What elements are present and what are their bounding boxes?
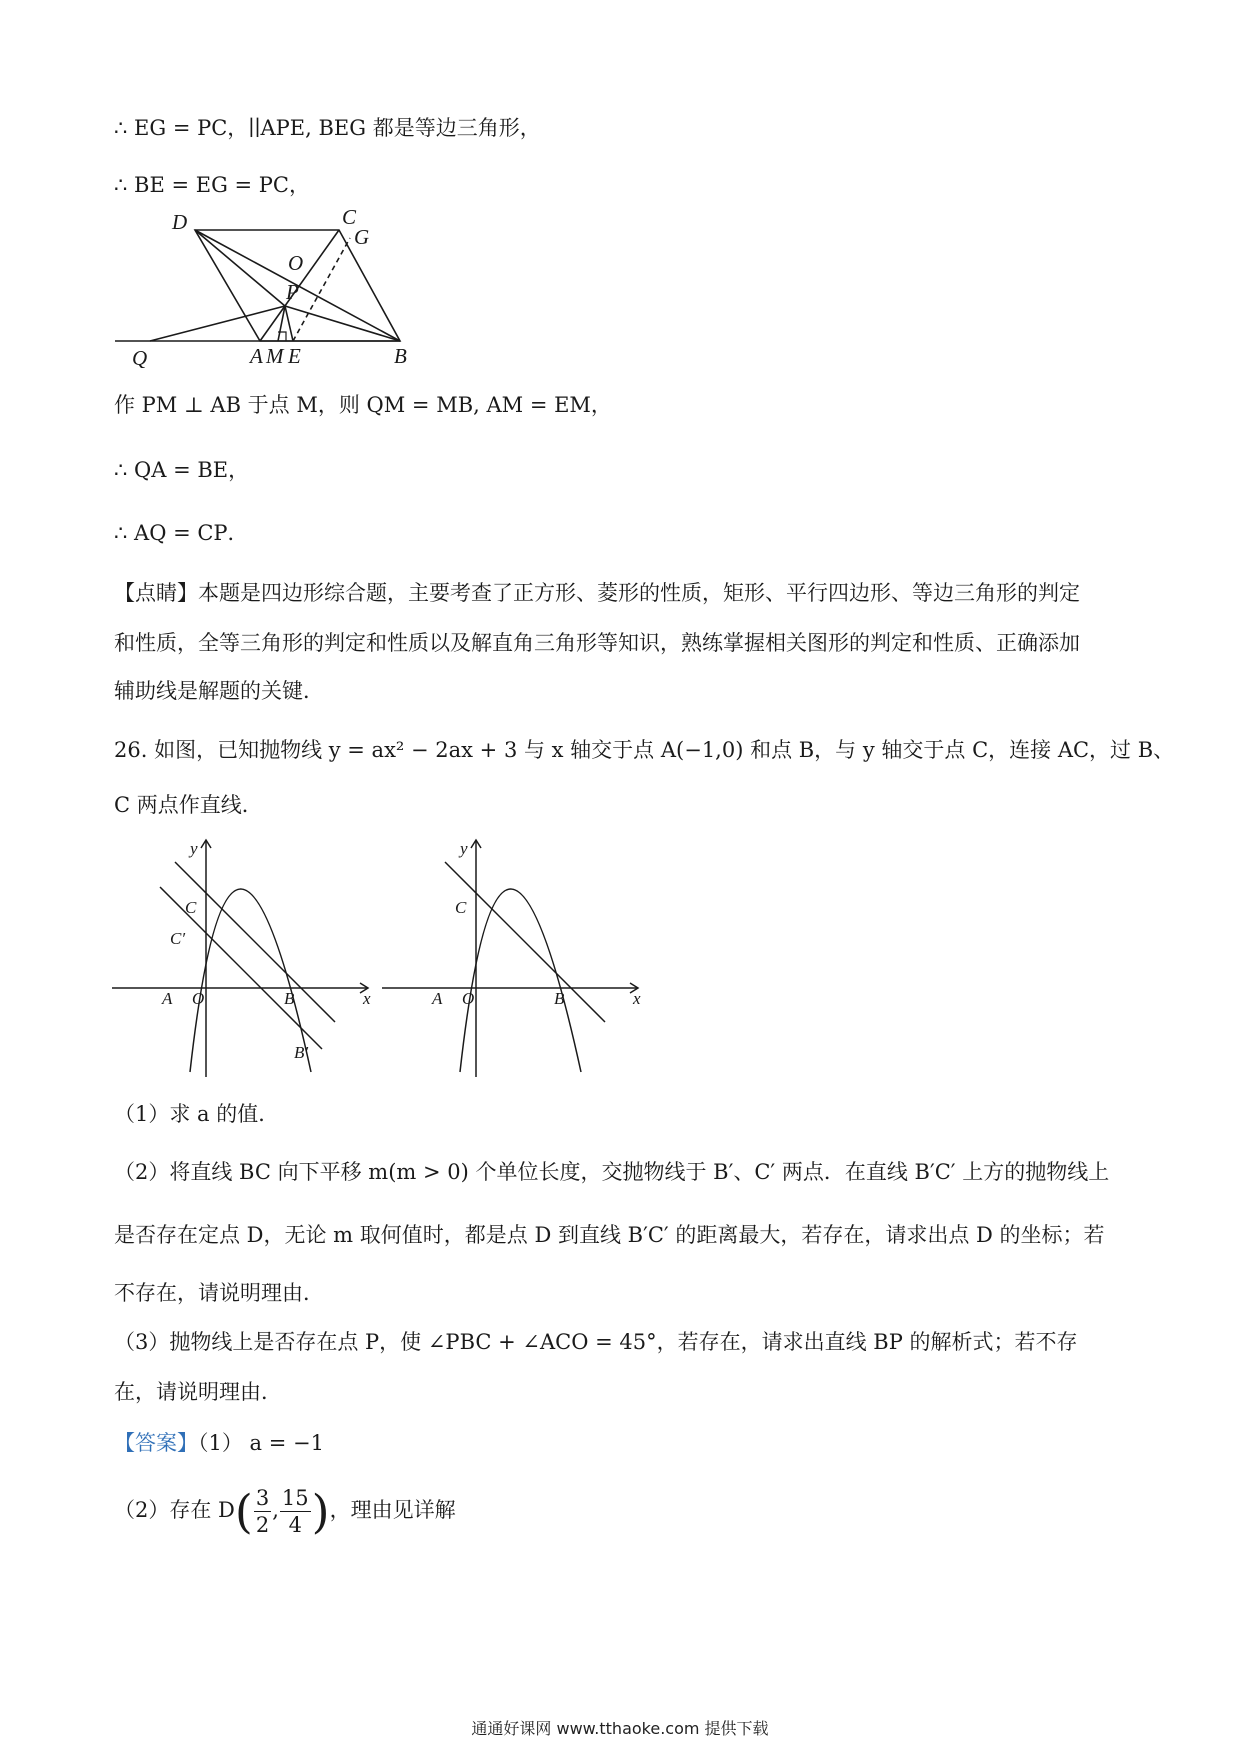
label-P: P bbox=[286, 280, 299, 304]
label-C-prime: C′ bbox=[170, 929, 186, 948]
text-line-6: 【点睛】本题是四边形综合题，主要考查了正方形、菱形的性质，矩形、平行四边形、等边三角形的判定 bbox=[114, 581, 1080, 605]
label-C: C bbox=[342, 208, 357, 229]
page-footer: 通通好课网 www.tthaoke.com 提供下载 bbox=[471, 1719, 769, 1738]
label-B: B bbox=[394, 344, 407, 368]
question-2-line-1: （2）将直线 BC 向下平移 m(m > 0) 个单位长度，交抛物线于 B′、C′ 两点．在直线 B′C′ 上方的抛物线上 bbox=[114, 1160, 1110, 1184]
segment-DP bbox=[195, 230, 285, 306]
answer-1 bbox=[114, 1428, 324, 1458]
parabola-figure-2 bbox=[110, 832, 390, 1082]
text-line-3: 作 PM ⊥ AB 于点 M，则 QM = MB, AM = EM， bbox=[114, 393, 612, 417]
text-line-1: ∴ EG = PC，∣∣APE, BEG 都是等边三角形， bbox=[114, 116, 541, 140]
label-E: E bbox=[288, 344, 301, 368]
text-line-4: ∴ QA = BE， bbox=[114, 458, 250, 482]
label-y: y bbox=[190, 839, 198, 858]
question-3-line-2: 在，请说明理由． bbox=[114, 1380, 282, 1404]
label-A: A bbox=[250, 344, 263, 368]
label-C: C bbox=[455, 898, 467, 917]
fraction-15-4: $\frac{15}{4}$ bbox=[281, 1486, 309, 1537]
answer-2-prefix: （2）存在 D bbox=[114, 1498, 235, 1522]
label-M: M bbox=[266, 344, 284, 368]
label-x: x bbox=[363, 989, 371, 1008]
label-y: y bbox=[460, 839, 468, 858]
label-C: C bbox=[185, 898, 197, 917]
question-2-line-3: 不存在，请说明理由． bbox=[114, 1281, 324, 1305]
text-line-8: 辅助线是解题的关键． bbox=[114, 679, 324, 703]
label-D: D bbox=[172, 210, 188, 234]
diagonal-CA bbox=[260, 230, 339, 341]
question-3-line-1: （3）抛物线上是否存在点 P，使 ∠PBC + ∠ACO = 45°，若存在，请求出直线 BP 的解析式；若不存 bbox=[114, 1330, 1078, 1354]
geometry-figure-1 bbox=[110, 208, 420, 368]
answer-tag: 【答案】 bbox=[114, 1431, 198, 1455]
text-line-10: C 两点作直线． bbox=[114, 793, 263, 817]
question-1: （1）求 a 的值． bbox=[114, 1102, 280, 1126]
label-B: B bbox=[554, 989, 565, 1008]
fraction-3-2: $\frac{3}{2}$ bbox=[255, 1486, 270, 1537]
segment-QP bbox=[150, 306, 285, 341]
label-O: O bbox=[192, 989, 205, 1008]
answer-2: （2）存在 D( $\frac{3}{2}$ , $\frac{15}{4}$ )，理由见详解 bbox=[114, 1484, 456, 1539]
label-Q: Q bbox=[132, 346, 148, 368]
label-B-prime: B′ bbox=[294, 1043, 309, 1062]
answer-1-text: （1） a = −1 bbox=[198, 1431, 324, 1455]
parabola-figure-3 bbox=[380, 832, 660, 1082]
answer-2-suffix: ，理由见详解 bbox=[329, 1498, 456, 1522]
label-x: x bbox=[633, 989, 641, 1008]
text-line-5: ∴ AQ = CP． bbox=[114, 521, 249, 545]
text-line-2: ∴ BE = EG = PC， bbox=[114, 173, 310, 197]
text-line-7: 和性质，全等三角形的判定和性质以及解直角三角形等知识，熟练掌握相关图形的判定和性质、正确添加 bbox=[114, 631, 1080, 655]
label-G: G bbox=[354, 225, 370, 249]
label-O: O bbox=[288, 251, 304, 275]
question-2-line-2: 是否存在定点 D，无论 m 取何值时，都是点 D 到直线 B′C′ 的距离最大，若存在，请求出点 D 的坐标；若 bbox=[114, 1223, 1105, 1247]
label-O: O bbox=[462, 989, 475, 1008]
label-B: B bbox=[284, 989, 295, 1008]
label-A: A bbox=[432, 989, 443, 1008]
label-A: A bbox=[162, 989, 173, 1008]
text-line-9: 26. 如图，已知抛物线 y = ax² − 2ax + 3 与 x 轴交于点 A(−1,0) 和点 B，与 y 轴交于点 C，连接 AC，过 B、 bbox=[114, 738, 1175, 762]
